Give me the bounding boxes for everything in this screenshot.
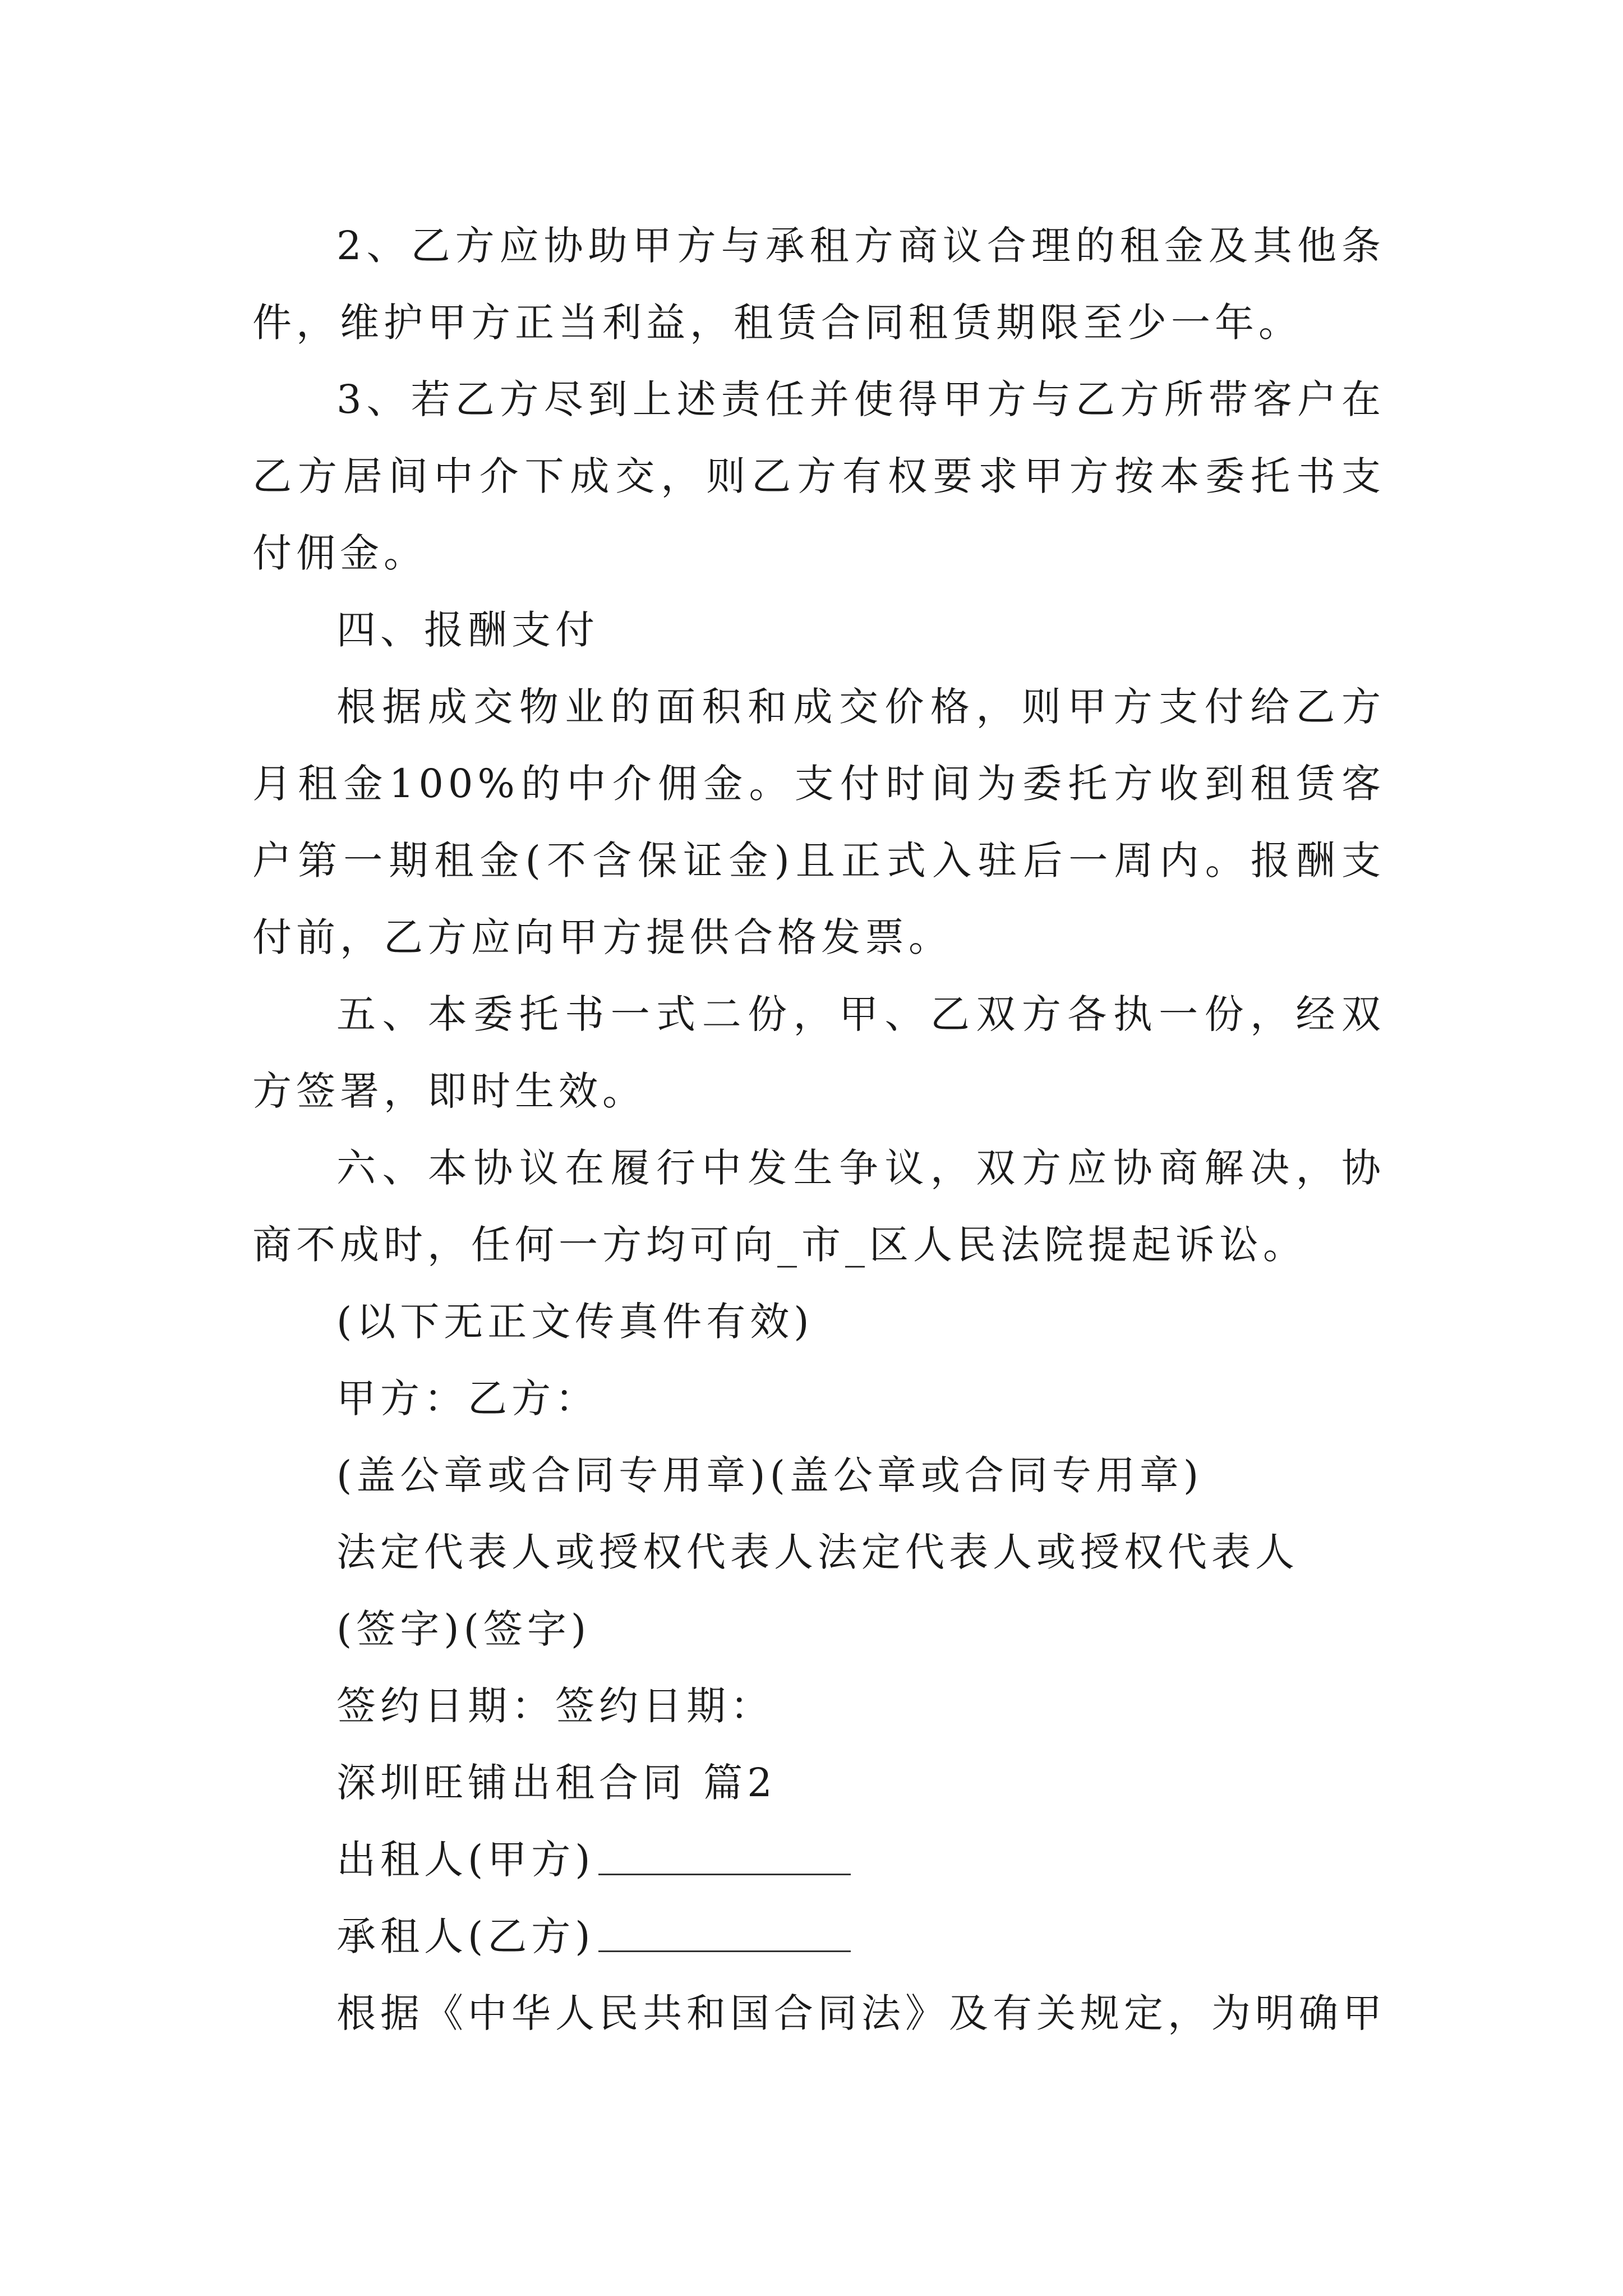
lessee-line — [252, 1898, 1385, 1975]
contract-title-2: 深圳旺铺出租合同 篇2 — [336, 1760, 777, 1806]
no-further-text-note: (以下无正文传真件有效) — [336, 1299, 814, 1345]
lessee-blank-field — [598, 1917, 851, 1952]
signature-labels: (签字)(签字) — [336, 1606, 591, 1652]
document-body — [252, 208, 1385, 2052]
signing-date-labels: 签约日期：签约日期： — [336, 1683, 774, 1729]
lessor-blank-field — [598, 1840, 851, 1875]
lessee-label: 承租人(乙方) — [336, 1913, 595, 1959]
contract-preamble: 根据《中华人民共和国合同法》及有关规定，为明确甲 — [336, 1990, 1386, 2036]
section-five-paragraph: 五、本委托书一式二份，甲、乙双方各执一份，经双方签署，即时生效。 — [252, 991, 1385, 1114]
clause-2-paragraph: 2、乙方应协助甲方与承租方商议合理的租金及其他条件，维护甲方正当利益，租赁合同租赁期限至少一年。 — [252, 223, 1385, 346]
payment-paragraph: 根据成交物业的面积和成交价格，则甲方支付给乙方月租金100%的中介佣金。支付时间为委托方收到租赁客户第一期租金(不含保证金)且正式入驻后一周内。报酬支付前，乙方应向甲方提供合格发票。 — [252, 684, 1385, 960]
lessor-label: 出租人(甲方) — [336, 1837, 595, 1883]
representative-labels: 法定代表人或授权代表人法定代表人或授权代表人 — [336, 1529, 1299, 1575]
seal-labels: (盖公章或合同专用章)(盖公章或合同专用章) — [336, 1452, 1204, 1498]
clause-3-paragraph: 3、若乙方尽到上述责任并使得甲方与乙方所带客户在乙方居间中介下成交，则乙方有权要求甲方按本委托书支付佣金。 — [252, 376, 1385, 576]
lessor-line — [252, 1821, 1385, 1898]
party-labels: 甲方：乙方： — [336, 1375, 599, 1421]
section-heading-payment: 四、报酬支付 — [336, 607, 599, 653]
section-six-paragraph: 六、本协议在履行中发生争议，双方应协商解决，协商不成时，任何一方均可向_市_区人民法院提起诉讼。 — [252, 1145, 1385, 1268]
